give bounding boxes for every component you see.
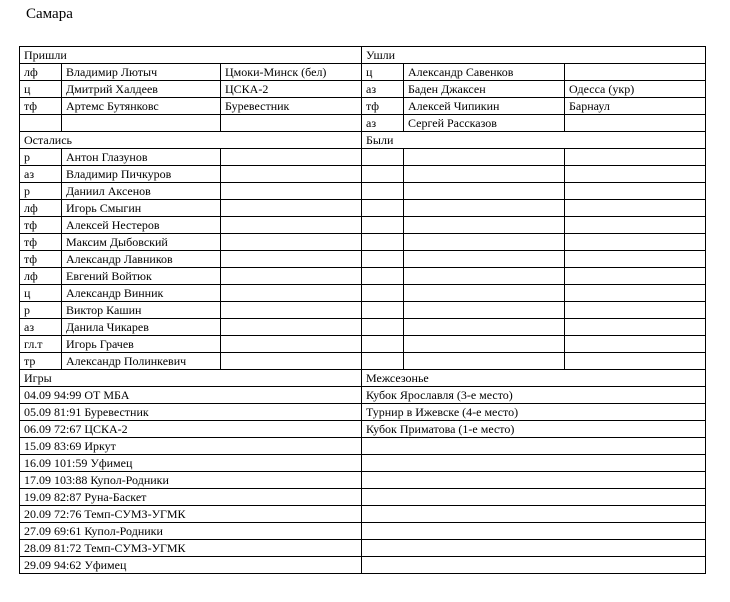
left-player: Александр Савенков xyxy=(404,64,565,81)
game-result: 17.09 103:88 Купол-Родники xyxy=(20,472,362,489)
table-row xyxy=(20,472,706,489)
stayed-player: Антон Глазунов xyxy=(62,149,221,166)
empty-cell xyxy=(565,166,706,183)
roster-table xyxy=(19,46,706,574)
stayed-player: Александр Полинкевич xyxy=(62,353,221,370)
arrived-position: ц xyxy=(20,81,62,98)
empty-cell xyxy=(565,217,706,234)
empty-cell xyxy=(404,200,565,217)
table-row xyxy=(20,336,706,353)
table-row xyxy=(20,200,706,217)
empty-cell xyxy=(221,149,362,166)
left-position: тф xyxy=(362,98,404,115)
stayed-position: аз xyxy=(20,319,62,336)
empty-cell xyxy=(362,234,404,251)
empty-cell xyxy=(362,506,706,523)
arrived-from-club: Цмоки-Минск (бел) xyxy=(221,64,362,81)
stayed-player: Владимир Пичкуров xyxy=(62,166,221,183)
table-row xyxy=(20,438,706,455)
empty-cell xyxy=(565,183,706,200)
table-row xyxy=(20,98,706,115)
empty-cell xyxy=(404,234,565,251)
stayed-position: гл.т xyxy=(20,336,62,353)
stayed-position: лф xyxy=(20,200,62,217)
empty-cell xyxy=(362,200,404,217)
stayed-player: Даниил Аксенов xyxy=(62,183,221,200)
empty-cell xyxy=(362,251,404,268)
stayed-position: тф xyxy=(20,251,62,268)
left-position: аз xyxy=(362,81,404,98)
page-title: Самара xyxy=(26,6,73,22)
empty-cell xyxy=(362,489,706,506)
empty-cell xyxy=(404,302,565,319)
empty-cell xyxy=(221,353,362,370)
empty-cell xyxy=(565,285,706,302)
empty-cell xyxy=(404,319,565,336)
empty-cell xyxy=(404,251,565,268)
left-to-club: Одесса (укр) xyxy=(565,81,706,98)
stayed-position: лф xyxy=(20,268,62,285)
empty-cell xyxy=(362,149,404,166)
stayed-position: р xyxy=(20,183,62,200)
arrived-from-club: Буревестник xyxy=(221,98,362,115)
stayed-player: Игорь Смыгин xyxy=(62,200,221,217)
table-row xyxy=(20,489,706,506)
stayed-player: Данила Чикарев xyxy=(62,319,221,336)
empty-cell xyxy=(221,336,362,353)
arrived-player: Владимир Лютыч xyxy=(62,64,221,81)
game-result: 15.09 83:69 Иркут xyxy=(20,438,362,455)
empty-cell xyxy=(362,455,706,472)
empty-cell xyxy=(362,540,706,557)
table-row xyxy=(20,387,706,404)
empty-cell xyxy=(404,166,565,183)
left-position: ц xyxy=(362,64,404,81)
arrived-player: Артемс Бутянковс xyxy=(62,98,221,115)
table-row xyxy=(20,557,706,574)
table-row xyxy=(20,421,706,438)
table-row xyxy=(20,251,706,268)
stayed-position: р xyxy=(20,302,62,319)
game-result: 06.09 72:67 ЦСКА-2 xyxy=(20,421,362,438)
table-row xyxy=(20,319,706,336)
empty-cell xyxy=(362,217,404,234)
table-row xyxy=(20,217,706,234)
empty-cell xyxy=(362,268,404,285)
left-player: Сергей Рассказов xyxy=(404,115,565,132)
table-row xyxy=(20,149,706,166)
stayed-player: Алексей Нестеров xyxy=(62,217,221,234)
empty-cell xyxy=(362,319,404,336)
game-result: 16.09 101:59 Уфимец xyxy=(20,455,362,472)
empty-cell xyxy=(404,183,565,200)
empty-cell xyxy=(404,353,565,370)
game-result: 29.09 94:62 Уфимец xyxy=(20,557,362,574)
stayed-player: Максим Дыбовский xyxy=(62,234,221,251)
stayed-player: Александр Винник xyxy=(62,285,221,302)
table-row xyxy=(20,81,706,98)
table-row xyxy=(20,302,706,319)
empty-cell xyxy=(565,302,706,319)
empty-cell xyxy=(221,166,362,183)
table-row xyxy=(20,64,706,81)
empty-cell xyxy=(221,251,362,268)
table-row xyxy=(20,370,706,387)
table-row xyxy=(20,47,706,64)
empty-cell xyxy=(565,336,706,353)
stayed-position: тр xyxy=(20,353,62,370)
empty-cell xyxy=(362,523,706,540)
stayed-position: р xyxy=(20,149,62,166)
stayed-player: Александр Лавников xyxy=(62,251,221,268)
table-row xyxy=(20,353,706,370)
empty-cell xyxy=(565,268,706,285)
empty-cell xyxy=(362,336,404,353)
empty-cell xyxy=(221,200,362,217)
stayed-player: Игорь Грачев xyxy=(62,336,221,353)
game-result: 05.09 81:91 Буревестник xyxy=(20,404,362,421)
left-to-club: Барнаул xyxy=(565,98,706,115)
arrived-position: лф xyxy=(20,64,62,81)
left-player: Алексей Чипикин xyxy=(404,98,565,115)
empty-cell xyxy=(565,234,706,251)
stayed-player: Виктор Кашин xyxy=(62,302,221,319)
empty-cell xyxy=(362,472,706,489)
arrived-player: Дмитрий Халдеев xyxy=(62,81,221,98)
empty-cell xyxy=(221,183,362,200)
left-position: аз xyxy=(362,115,404,132)
empty-cell xyxy=(221,319,362,336)
arrived-position: тф xyxy=(20,98,62,115)
offseason-header: Межсезонье xyxy=(362,370,706,387)
empty-cell xyxy=(221,268,362,285)
arrived-player xyxy=(62,115,221,132)
table-row xyxy=(20,404,706,421)
empty-cell xyxy=(565,149,706,166)
games-header: Игры xyxy=(20,370,362,387)
table-row xyxy=(20,540,706,557)
offseason-result: Турнир в Ижевске (4-е место) xyxy=(362,404,706,421)
left-to-club xyxy=(565,64,706,81)
empty-cell xyxy=(565,251,706,268)
empty-cell xyxy=(362,183,404,200)
empty-cell xyxy=(362,285,404,302)
stayed-position: тф xyxy=(20,234,62,251)
game-result: 27.09 69:61 Купол-Родники xyxy=(20,523,362,540)
offseason-result: Кубок Приматова (1-е место) xyxy=(362,421,706,438)
empty-cell xyxy=(362,302,404,319)
left-to-club xyxy=(565,115,706,132)
empty-cell xyxy=(221,285,362,302)
empty-cell xyxy=(221,234,362,251)
game-result: 28.09 81:72 Темп-СУМЗ-УГМК xyxy=(20,540,362,557)
table-row xyxy=(20,166,706,183)
empty-cell xyxy=(565,319,706,336)
table-row xyxy=(20,268,706,285)
left-header: Ушли xyxy=(362,47,706,64)
empty-cell xyxy=(362,557,706,574)
were-header: Были xyxy=(362,132,706,149)
table-row xyxy=(20,132,706,149)
stayed-position: ц xyxy=(20,285,62,302)
empty-cell xyxy=(404,268,565,285)
game-result: 19.09 82:87 Руна-Баскет xyxy=(20,489,362,506)
empty-cell xyxy=(404,336,565,353)
table-row xyxy=(20,455,706,472)
arrived-header: Пришли xyxy=(20,47,362,64)
empty-cell xyxy=(362,353,404,370)
stayed-player: Евгений Войтюк xyxy=(62,268,221,285)
table-row xyxy=(20,285,706,302)
table-row xyxy=(20,234,706,251)
empty-cell xyxy=(404,149,565,166)
left-player: Баден Джаксен xyxy=(404,81,565,98)
stayed-position: аз xyxy=(20,166,62,183)
arrived-position xyxy=(20,115,62,132)
table-row xyxy=(20,506,706,523)
table-row xyxy=(20,115,706,132)
empty-cell xyxy=(221,302,362,319)
empty-cell xyxy=(404,217,565,234)
stayed-position: тф xyxy=(20,217,62,234)
table-row xyxy=(20,183,706,200)
empty-cell xyxy=(565,353,706,370)
offseason-result: Кубок Ярославля (3-е место) xyxy=(362,387,706,404)
game-result: 04.09 94:99 ОТ МБА xyxy=(20,387,362,404)
arrived-from-club: ЦСКА-2 xyxy=(221,81,362,98)
empty-cell xyxy=(221,217,362,234)
table-row xyxy=(20,523,706,540)
empty-cell xyxy=(362,166,404,183)
empty-cell xyxy=(362,438,706,455)
arrived-from-club xyxy=(221,115,362,132)
empty-cell xyxy=(404,285,565,302)
game-result: 20.09 72:76 Темп-СУМЗ-УГМК xyxy=(20,506,362,523)
empty-cell xyxy=(565,200,706,217)
stayed-header: Остались xyxy=(20,132,362,149)
